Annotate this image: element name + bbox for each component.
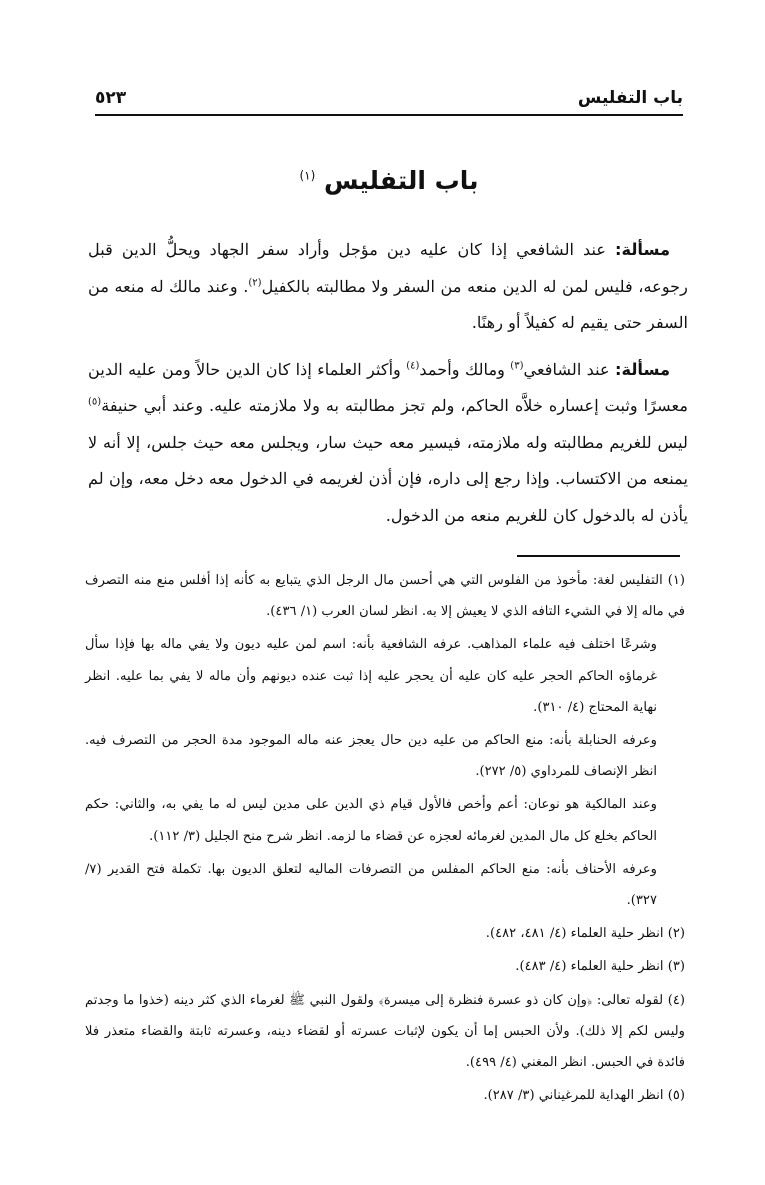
footnote-number: (٤) xyxy=(667,992,685,1008)
footnote-text: وعرفه الحنابلة بأنه: منع الحاكم من عليه دين حال يعجز عنه ماله الموجود مدة الحجر من التصرف فيه. انظر الإنصاف للمرداوي (٥/ ٢٧٢). xyxy=(85,733,657,780)
footnote xyxy=(85,918,685,949)
chapter-title-text: باب التفليس xyxy=(324,166,479,195)
page-number: ٥٢٣ xyxy=(95,88,127,108)
chapter-footnote-mark: (١) xyxy=(299,168,316,183)
issue-label: مسألة: xyxy=(615,359,670,379)
paragraph-text: ومالك وأحمد xyxy=(419,359,511,379)
footnote-text: وعند المالكية هو نوعان: أعم وأخص فالأول قيام ذي الدين على مدين ليس له ما يفي به، والثاني: حكم الحاكم بخلع كل مال المدين لغرمائه لعجزه عن قضاء ما لزمه. انظر شرح منح الجليل (٣/ ١١٢). xyxy=(85,797,657,844)
paragraph-text: عند الشافعي xyxy=(523,359,616,379)
body-text xyxy=(88,232,688,544)
footnote-number: (٢) xyxy=(667,926,685,942)
footnote-ref: (٢) xyxy=(248,277,262,289)
chapter-title xyxy=(95,166,683,195)
footnote-separator xyxy=(517,555,680,557)
footnote-continuation xyxy=(85,629,685,723)
footnote-ref: (٣) xyxy=(510,360,524,372)
footnote xyxy=(85,565,685,627)
footnote xyxy=(85,951,685,982)
footnote xyxy=(85,1080,685,1111)
footnote-continuation xyxy=(85,854,685,916)
paragraph-text: ليس للغريم مطالبته وله ملازمته، فيسير معه حيث سار، ويجلس معه حيث جلس، إلا أنه لا يمنعه من الاكتساب. وإذا رجع إلى داره، فإن أذن لغريمه في الدخول معه دخل معه، وإن لم يأذن له بالدخول كان للغريم منعه من الدخول. xyxy=(88,432,688,525)
footnote-number: (١) xyxy=(667,573,685,588)
running-header xyxy=(95,88,683,114)
paragraph xyxy=(88,352,688,535)
running-header-title: باب التفليس xyxy=(577,88,683,108)
footnote-text: لقوله تعالى: ﴿وإن كان ذو عسرة فنظرة إلى ميسرة﴾ ولقول النبي ﷺ لغرماء الذي كثر دينه (خذوا ما وجدتم وليس لكم إلا ذلك). ولأن الحبس إما أن يكون لإثبات عسرته أو لقضاء دينه، وعسرته ثابتة والقضاء متعذر فلا فائدة في الحبس. انظر المغني (٤/ ٤٩٩). xyxy=(85,992,685,1071)
footnote-continuation xyxy=(85,789,685,851)
footnote-continuation xyxy=(85,725,685,787)
footnote-ref: (٥) xyxy=(88,396,102,408)
footnote-text: وعرفه الأحناف بأنه: منع الحاكم المفلس من التصرفات الماليه لتعلق الديون بها. تكملة فتح القدير (٧/ ٣٢٧). xyxy=(85,861,657,909)
paragraph-text: . وعند مالك له منعه من السفر حتى يقيم له كفيلاً أو رهنًا. xyxy=(88,276,688,332)
issue-label: مسألة: xyxy=(615,240,670,259)
paragraph xyxy=(88,232,688,342)
footnote-number: (٣) xyxy=(667,959,685,975)
footnotes xyxy=(85,565,685,1113)
paragraph-text: عند الشافعي إذا كان عليه دين مؤجل وأراد سفر الجهاد ويحلُّ الدين قبل رجوعه، فليس لمن له الدين منعه من السفر ولا مطالبته بالكفيل xyxy=(88,240,689,296)
footnote-text: التفليس لغة: مأخوذ من الفلوس التي هي أحسن مال الرجل الذي يتبايع به كأنه إذا أفلس منع منه التصرف في ماله إلا في الشيء التافه الذي لا يعيش إلا به. انظر لسان العرب (١/ ٤٣٦). xyxy=(85,573,685,620)
header-rule xyxy=(95,114,683,116)
footnote-text: انظر حلية العلماء (٤/ ٤٨٣). xyxy=(515,959,664,975)
footnote-number: (٥) xyxy=(667,1088,685,1104)
paragraph-text: وأكثر العلماء إذا كان الدين حالاً ومن عليه الدين معسرًا وثبت إعساره خلاَّه الحاكم، ولم تجز مطالبته به ولا ملازمته عليه. وعند أبي حنيفة xyxy=(88,359,688,415)
footnote-ref: (٤) xyxy=(406,360,420,372)
footnote-text: وشرعًا اختلف فيه علماء المذاهب. عرفه الشافعية بأنه: اسم لمن عليه ديون ولا يفي ماله بها فإذا سأل غرماؤه الحاكم الحجر عليه كان عليه أن يحجر عليه إذا ثبت عنده ديونهم وأن ماله لا يفي بما عليه. انظر نهاية المحتاج (٤/ ٣١٠). xyxy=(85,637,657,715)
footnote xyxy=(85,985,685,1079)
footnote-text: انظر حلية العلماء (٤/ ٤٨١، ٤٨٢). xyxy=(485,926,664,942)
footnote-text: انظر الهداية للمرغيناني (٣/ ٢٨٧). xyxy=(483,1088,664,1104)
